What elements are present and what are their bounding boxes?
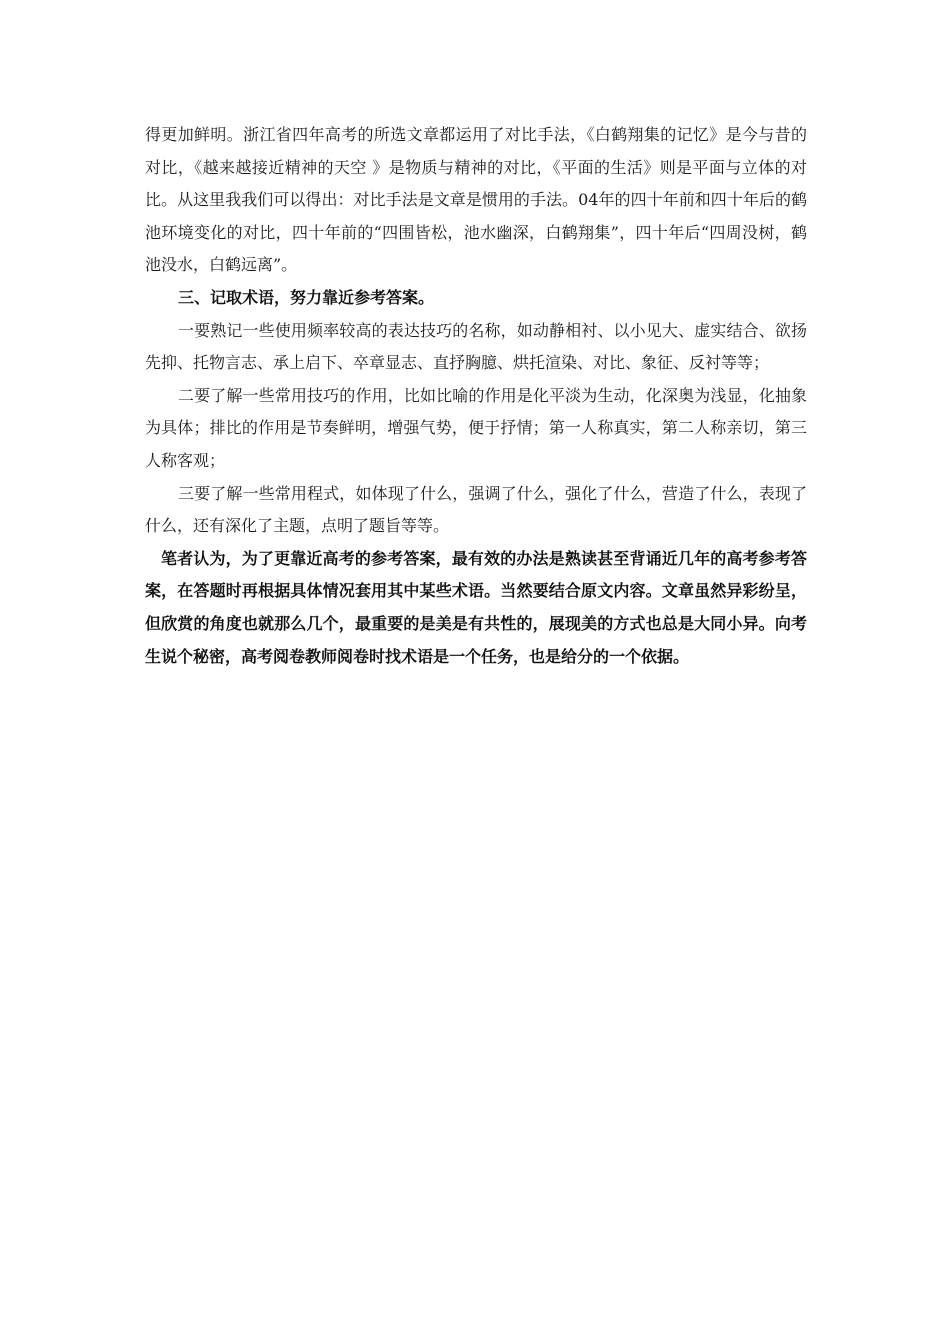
paragraph-point-two: 二要了解一些常用技巧的作用，比如比喻的作用是化平淡为生动，化深奥为浅显，化抽象为具体；排比的作用是节奏鲜明，增强气势，便于抒情；第一人称真实，第二人称亲切，第三人称客观； — [145, 385, 807, 470]
section-heading: 三、记取术语，努力靠近参考答案。 — [178, 287, 435, 307]
paragraph-point-one: 一要熟记一些使用频率较高的表达技巧的名称，如动静相衬、以小见大、虚实结合、欲扬先抑、托物言志、承上启下、卒章显志、直抒胸臆、烘托渲染、对比、象征、反衬等等； — [145, 320, 807, 373]
paragraph-point-three: 三要了解一些常用程式，如体现了什么，强调了什么，强化了什么，营造了什么，表现了什么，还有深化了主题，点明了题旨等等。 — [145, 483, 807, 536]
paragraph-continued: 得更加鲜明。浙江省四年高考的所选文章都运用了对比手法，《白鹤翔集的记忆》是今与昔的对比，《越来越接近精神的天空 》是物质与精神的对比，《平面的生活》则是平面与立体的对比。从这里我我们可以得出：对比手法是文章是惯用的手法。04年的四十年前和四十年后的鹤池环境变化的对比，四十年前的“四围皆松，池水幽深，白鹤翔集”，四十年后“四周没树，鹤池没水，白鹤远离”。 — [145, 125, 807, 275]
document-body — [145, 119, 807, 673]
paragraph-author-note: 笔者认为，为了更靠近高考的参考答案，最有效的办法是熟读甚至背诵近几年的高考参考答案，在答题时再根据具体情况套用其中某些术语。当然要结合原文内容。文章虽然异彩纷呈，但欣赏的角度也就那么几个，最重要的是美是有共性的，展现美的方式也总是大同小异。向考生说个秘密，高考阅卷教师阅卷时找术语是一个任务，也是给分的一个依据。 — [145, 548, 807, 666]
